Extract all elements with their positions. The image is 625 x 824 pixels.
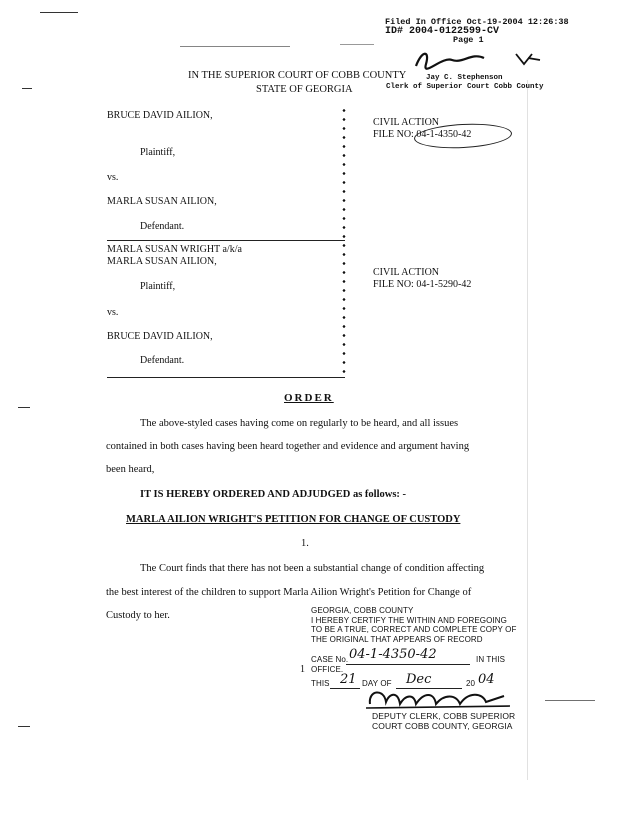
- filing-stamp-line1: Filed In Office Oct-19-2004 12:26:38: [385, 17, 569, 27]
- case2-defendant-role: Defendant.: [140, 355, 185, 366]
- order-para1-line2: contained in both cases having been heard together and evidence and argument having: [106, 441, 470, 452]
- case2-action-label: CIVIL ACTION: [373, 267, 440, 278]
- clerk-block: [386, 74, 544, 92]
- certification-stamp: [311, 606, 516, 644]
- deputy-line2: COURT COBB COUNTY, GEORGIA: [372, 721, 513, 731]
- cert-in-this: IN THIS: [476, 655, 506, 664]
- cert-line1: GEORGIA, COBB COUNTY: [311, 606, 414, 615]
- order-adjudged: IT IS HEREBY ORDERED AND ADJUDGED as follows: -: [140, 489, 407, 500]
- scan-mark: [22, 88, 32, 89]
- finding-line1: The Court finds that there has not been a substantial change of condition affecting: [140, 563, 485, 574]
- cert-line2: I HEREBY CERTIFY THE WITHIN AND FOREGOING: [311, 615, 507, 625]
- scan-mark: [545, 700, 595, 701]
- case1-file-label: FILE NO: 04-1-4350-42: [373, 129, 472, 140]
- deputy-line1: DEPUTY CLERK, COBB SUPERIOR: [372, 711, 516, 721]
- case1-defendant-name: MARLA SUSAN AILION,: [107, 196, 217, 207]
- case1-action-label: CIVIL ACTION: [373, 117, 440, 128]
- order-para1-line3: been heard,: [106, 464, 155, 475]
- cert-year-prefix: 20: [466, 679, 476, 688]
- filing-stamp: [385, 18, 569, 45]
- item-number: 1.: [301, 538, 309, 549]
- case2-file-label: FILE NO: 04-1-5290-42: [373, 279, 472, 290]
- caption-divider: [342, 106, 346, 378]
- clerk-signature: [412, 46, 552, 74]
- order-para1-line1: The above-styled cases having come on regularly to be heard, and all issues: [140, 418, 459, 429]
- scan-mark: [527, 80, 528, 780]
- deputy-clerk-signature: [364, 686, 514, 712]
- cert-month-value: Dec: [406, 672, 432, 687]
- caption-bottom-line: [107, 377, 345, 378]
- case-separator: [107, 240, 345, 241]
- cert-case-underline: [346, 664, 470, 665]
- section-heading: MARLA AILION WRIGHT'S PETITION FOR CHANGE OF CUSTODY: [126, 514, 461, 525]
- cert-case-value: 04-1-4350-42: [349, 647, 437, 662]
- case1-plaintiff-name: BRUCE DAVID AILION,: [107, 110, 213, 121]
- case1-vs: vs.: [107, 172, 119, 183]
- cert-office: OFFICE.: [311, 665, 344, 674]
- cert-day-of-label: DAY OF: [362, 679, 392, 688]
- clerk-name: Jay C. Stephenson: [426, 74, 503, 82]
- case2-defendant-name: BRUCE DAVID AILION,: [107, 331, 213, 342]
- case2-vs: vs.: [107, 307, 119, 318]
- scan-mark: [18, 726, 30, 727]
- filing-stamp-line3: Page 1: [453, 35, 484, 45]
- scan-mark: [40, 12, 78, 13]
- cert-day-value: 21: [340, 672, 357, 687]
- clerk-title: Clerk of Superior Court Cobb County: [386, 83, 544, 91]
- case1-defendant-role: Defendant.: [140, 221, 185, 232]
- case2-plaintiff-name-line1: MARLA SUSAN WRIGHT a/k/a: [107, 244, 242, 255]
- cert-day-underline: [330, 688, 360, 689]
- scan-mark: [18, 407, 30, 408]
- case2-plaintiff-name-line2: MARLA SUSAN AILION,: [107, 256, 217, 267]
- case1-plaintiff-role: Plaintiff,: [140, 147, 176, 158]
- cert-line4: THE ORIGINAL THAT APPEARS OF RECORD: [311, 634, 483, 644]
- cert-this-label: THIS: [311, 679, 330, 688]
- cert-year-value: 04: [478, 672, 495, 687]
- court-header-line1: IN THE SUPERIOR COURT OF COBB COUNTY: [188, 70, 407, 81]
- margin-mark: 1: [300, 664, 305, 675]
- court-header-line2: STATE OF GEORGIA: [256, 84, 353, 95]
- finding-line3: Custody to her.: [106, 610, 170, 621]
- cert-case-label: CASE No.: [311, 655, 349, 664]
- scan-mark: [340, 44, 374, 45]
- filing-stamp-line2: ID# 2004-0122599-CV: [385, 26, 500, 37]
- scan-mark: [180, 46, 290, 47]
- deputy-clerk-block: [372, 711, 515, 731]
- order-title: ORDER: [284, 392, 334, 404]
- finding-line2: the best interest of the children to support Marla Ailion Wright's Petition for Change of: [106, 587, 472, 598]
- case2-plaintiff-role: Plaintiff,: [140, 281, 176, 292]
- cert-line3: TO BE A TRUE, CORRECT AND COMPLETE COPY OF: [311, 625, 517, 634]
